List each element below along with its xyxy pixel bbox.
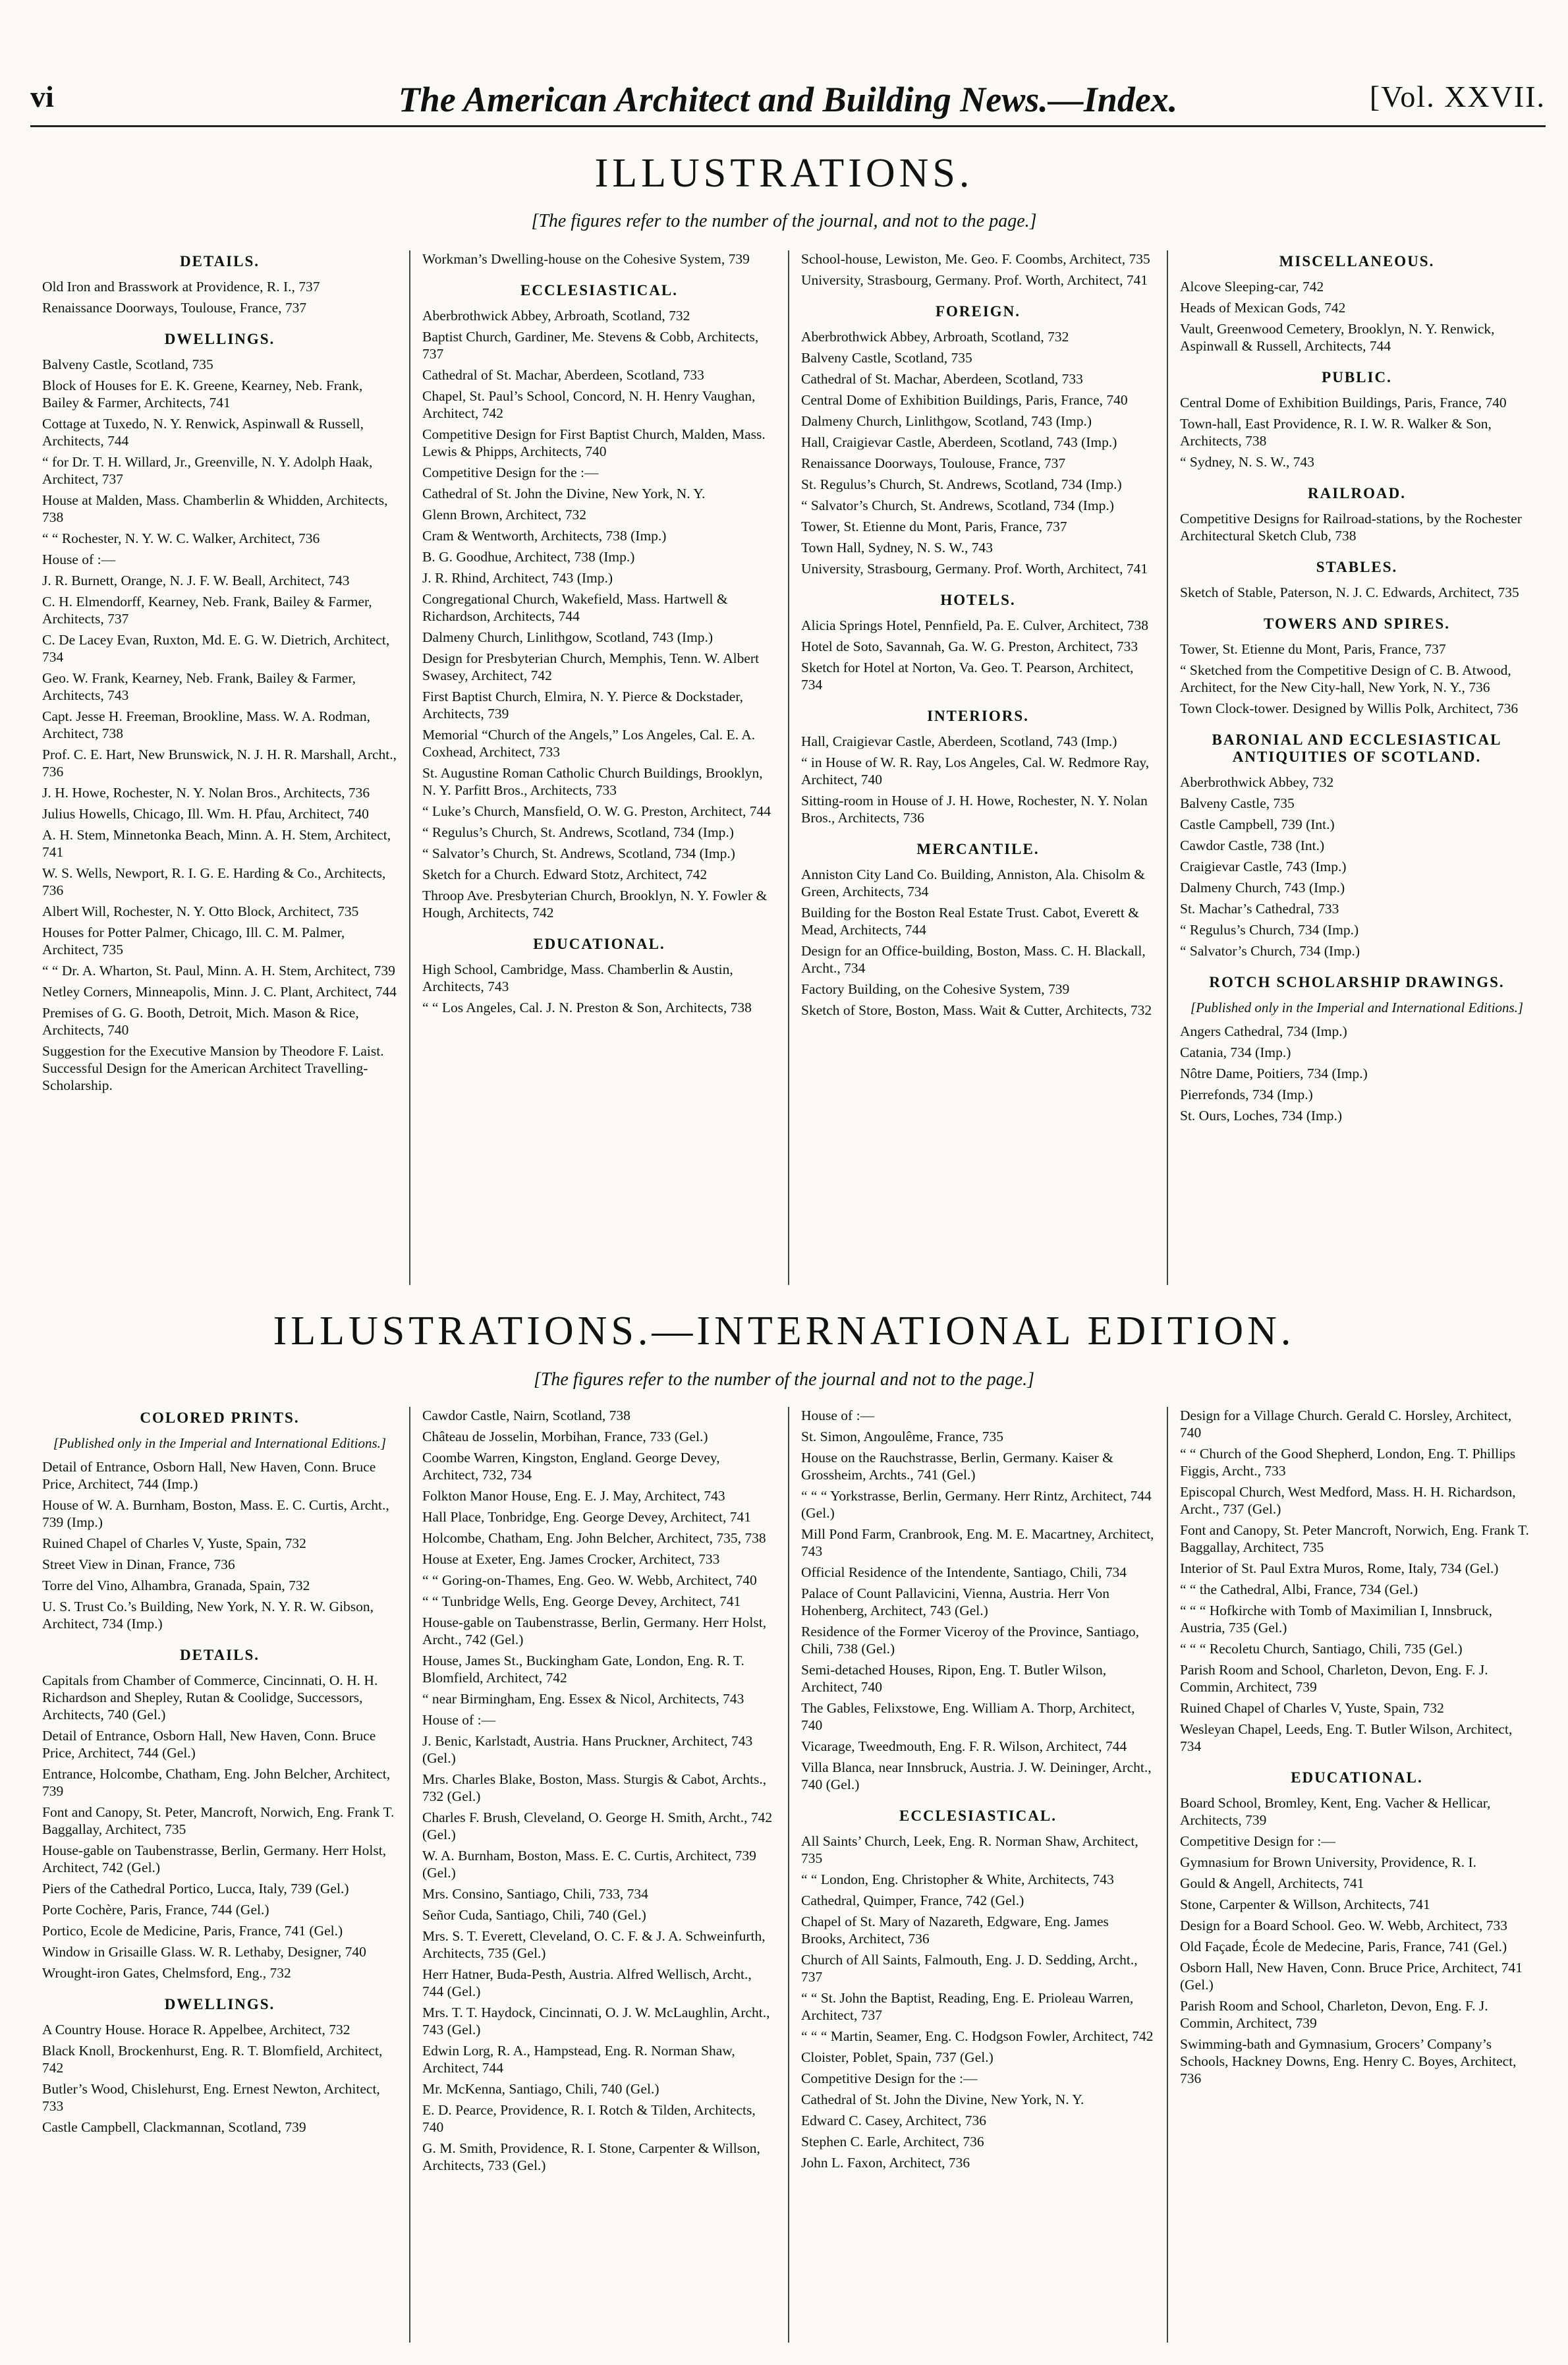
index-column <box>30 1407 409 2343</box>
index-entry: University, Strasbourg, Germany. Prof. Worth, Architect, 741 <box>801 272 1148 288</box>
index-entry: Edwin Lorg, R. A., Hampstead, Eng. R. Norman Shaw, Architect, 744 <box>422 2043 735 2076</box>
index-entry: Villa Blanca, near Innsbruck, Austria. J. W. Deininger, Archt., 740 (Gel.) <box>801 1759 1152 1792</box>
index-entry: “ near Birmingham, Eng. Essex & Nicol, Architects, 743 <box>422 1691 744 1707</box>
index-entry: Church of All Saints, Falmouth, Eng. J. D. Sedding, Archt., 737 <box>801 1952 1138 1985</box>
index-entry: Old Iron and Brasswork at Providence, R. I., 737 <box>42 279 320 295</box>
index-entry: Factory Building, on the Cohesive System, 739 <box>801 981 1070 997</box>
index-entry: Cathedral of St. Machar, Aberdeen, Scotland, 733 <box>422 367 704 383</box>
index-entry: Palace of Count Pallavicini, Vienna, Austria. Herr Von Hohenberg, Architect, 743 (Gel.) <box>801 1585 1110 1618</box>
index-entry: Cram & Wentworth, Architects, 738 (Imp.) <box>422 528 667 544</box>
volume-number: [Vol. XXVII. <box>1369 80 1546 113</box>
index-entry: Competitive Design for :— <box>1180 1833 1335 1849</box>
category-heading: HOTELS. <box>940 592 1016 608</box>
index-entry: Dalmeny Church, Linlithgow, Scotland, 743 (Imp.) <box>422 629 714 645</box>
index-entry: Font and Canopy, St. Peter Mancroft, Norwich, Eng. Frank T. Baggallay, Architect, 735 <box>1180 1522 1529 1555</box>
index-entry: W. S. Wells, Newport, R. I. G. E. Harding & Co., Architects, 736 <box>42 865 386 898</box>
category-heading: INTERIORS. <box>927 708 1029 724</box>
index-entry: Sketch for a Church. Edward Stotz, Architect, 742 <box>422 867 708 882</box>
index-entry: Suggestion for the Executive Mansion by Theodore F. Laist. Successful Design for the American Architect Travelling-Scholarship. <box>42 1043 384 1093</box>
index-entry: Sketch for Hotel at Norton, Va. Geo. T. Pearson, Architect, 734 <box>801 660 1134 693</box>
index-entry: Piers of the Cathedral Portico, Lucca, Italy, 739 (Gel.) <box>42 1881 349 1896</box>
index-entry: Building for the Boston Real Estate Trust. Cabot, Everett & Mead, Architects, 744 <box>801 905 1139 938</box>
index-entry: C. H. Elmendorff, Kearney, Neb. Frank, Bailey & Farmer, Architects, 737 <box>42 594 372 627</box>
index-entry: Tower, St. Etienne du Mont, Paris, France, 737 <box>801 519 1067 534</box>
index-entry: Mrs. Consino, Santiago, Chili, 733, 734 <box>422 1886 648 1902</box>
index-entry: Cottage at Tuxedo, N. Y. Renwick, Aspinwall & Russell, Architects, 744 <box>42 416 364 449</box>
index-entry: Aberbrothwick Abbey, Arbroath, Scotland, 732 <box>422 308 690 324</box>
category-heading: MERCANTILE. <box>916 841 1040 857</box>
international-columns <box>30 1407 1546 2343</box>
index-entry: House of W. A. Burnham, Boston, Mass. E. C. Curtis, Archt., 739 (Imp.) <box>42 1497 389 1530</box>
category-heading: ECCLESIASTICAL. <box>520 282 678 299</box>
index-entry: Portico, Ecole de Medicine, Paris, France, 741 (Gel.) <box>42 1923 343 1939</box>
index-entry: Window in Grisaille Glass. W. R. Lethaby, Designer, 740 <box>42 1944 366 1960</box>
index-entry: Pierrefonds, 734 (Imp.) <box>1180 1087 1313 1102</box>
section-title-illustrations: ILLUSTRATIONS. <box>594 151 974 196</box>
index-entry: Design for a Board School. Geo. W. Webb, Architect, 733 <box>1180 1918 1508 1933</box>
index-entry: University, Strasbourg, Germany. Prof. Worth, Architect, 741 <box>801 561 1148 577</box>
index-entry: Central Dome of Exhibition Buildings, Paris, France, 740 <box>1180 395 1507 411</box>
index-entry: Parish Room and School, Charleton, Devon, Eng. F. J. Commin, Architect, 739 <box>1180 1662 1488 1695</box>
index-entry: Prof. C. E. Hart, New Brunswick, N. J. H. R. Marshall, Archt., 736 <box>42 747 397 780</box>
index-entry: Ruined Chapel of Charles V, Yuste, Spain, 732 <box>1180 1700 1444 1716</box>
index-entry: Balveny Castle, Scotland, 735 <box>42 356 213 372</box>
index-entry: U. S. Trust Co.’s Building, New York, N. Y. R. W. Gibson, Architect, 734 (Imp.) <box>42 1599 374 1632</box>
category-heading: BARONIAL AND ECCLESIASTICAL ANTIQUITIES OF SCOTLAND. <box>1212 731 1502 765</box>
index-entry: Episcopal Church, West Medford, Mass. H. H. Richardson, Archt., 737 (Gel.) <box>1180 1484 1516 1517</box>
illustrations-columns <box>30 250 1546 1285</box>
index-entry: Hall, Craigievar Castle, Aberdeen, Scotland, 743 (Imp.) <box>801 434 1117 450</box>
index-entry: First Baptist Church, Elmira, N. Y. Pierce & Dockstader, Architects, 739 <box>422 689 743 722</box>
index-entry: House-gable on Taubenstrasse, Berlin, Germany. Herr Holst, Architect, 742 (Gel.) <box>42 1842 387 1875</box>
index-entry: Sketch of Stable, Paterson, N. J. C. Edwards, Architect, 735 <box>1180 584 1519 600</box>
index-entry: Congregational Church, Wakefield, Mass. Hartwell & Richardson, Architects, 744 <box>422 591 728 624</box>
index-entry: “ “ “ Recoletu Church, Santiago, Chili, 735 (Gel.) <box>1180 1641 1463 1657</box>
index-entry: Gould & Angell, Architects, 741 <box>1180 1875 1364 1891</box>
index-entry: Wrought-iron Gates, Chelmsford, Eng., 732 <box>42 1965 291 1981</box>
index-entry: “ “ Tunbridge Wells, Eng. George Devey, Architect, 741 <box>422 1593 741 1609</box>
index-entry: Osborn Hall, New Haven, Conn. Bruce Price, Architect, 741 (Gel.) <box>1180 1960 1523 1993</box>
index-entry: “ Salvator’s Church, St. Andrews, Scotland, 734 (Imp.) <box>422 845 735 861</box>
index-entry: House on the Rauchstrasse, Berlin, Germany. Kaiser & Grossheim, Archts., 741 (Gel.) <box>801 1450 1113 1483</box>
index-entry: St. Augustine Roman Catholic Church Buildings, Brooklyn, N. Y. Parfitt Bros., Architects, 733 <box>422 765 763 798</box>
index-entry: House of :— <box>422 1712 496 1728</box>
index-entry: Edward C. Casey, Architect, 736 <box>801 2113 987 2128</box>
index-entry: Glenn Brown, Architect, 732 <box>422 507 586 523</box>
index-entry: “ Regulus’s Church, 734 (Imp.) <box>1180 922 1359 938</box>
index-column <box>409 250 788 1285</box>
index-entry: “ Sydney, N. S. W., 743 <box>1180 454 1315 470</box>
index-entry: Tower, St. Etienne du Mont, Paris, France, 737 <box>1180 641 1446 657</box>
index-entry: Wesleyan Chapel, Leeds, Eng. T. Butler Wilson, Architect, 734 <box>1180 1721 1513 1754</box>
index-entry: J. H. Howe, Rochester, N. Y. Nolan Bros., Architects, 736 <box>42 785 370 801</box>
index-entry: Font and Canopy, St. Peter, Mancroft, Norwich, Eng. Frank T. Baggallay, Architect, 735 <box>42 1804 395 1837</box>
index-column <box>409 1407 788 2343</box>
index-entry: House, James St., Buckingham Gate, London, Eng. R. T. Blomfield, Architect, 742 <box>422 1653 744 1686</box>
index-entry: Sketch of Store, Boston, Mass. Wait & Cutter, Architects, 732 <box>801 1002 1152 1018</box>
index-entry: Semi-detached Houses, Ripon, Eng. T. Butler Wilson, Architect, 740 <box>801 1662 1107 1695</box>
index-entry: Albert Will, Rochester, N. Y. Otto Block, Architect, 735 <box>42 903 359 919</box>
index-entry: E. D. Pearce, Providence, R. I. Rotch & Tilden, Architects, 740 <box>422 2102 756 2135</box>
index-entry: Town Clock-tower. Designed by Willis Polk, Architect, 736 <box>1180 700 1519 716</box>
index-entry: Cathedral, Quimper, France, 742 (Gel.) <box>801 1893 1024 1908</box>
index-entry: Renaissance Doorways, Toulouse, France, 737 <box>42 300 307 316</box>
index-entry: “ “ Rochester, N. Y. W. C. Walker, Architect, 736 <box>42 530 320 546</box>
index-entry: Block of Houses for E. K. Greene, Kearney, Neb. Frank, Bailey & Farmer, Architects, 741 <box>42 378 363 411</box>
index-entry: Design for a Village Church. Gerald C. Horsley, Architect, 740 <box>1180 1408 1512 1440</box>
index-entry: All Saints’ Church, Leek, Eng. R. Norman Shaw, Architect, 735 <box>801 1833 1138 1866</box>
index-entry: G. M. Smith, Providence, R. I. Stone, Carpenter & Willson, Architects, 733 (Gel.) <box>422 2140 760 2173</box>
index-entry: Chapel of St. Mary of Nazareth, Edgware, Eng. James Brooks, Architect, 736 <box>801 1914 1109 1947</box>
index-entry: “ “ Los Angeles, Cal. J. N. Preston & Son, Architects, 738 <box>422 1000 752 1015</box>
index-entry: “ Sketched from the Competitive Design of C. B. Atwood, Architect, for the New City-hall, New York, N. Y., 736 <box>1180 662 1511 695</box>
index-entry: Alcove Sleeping-car, 742 <box>1180 279 1324 295</box>
category-heading: DWELLINGS. <box>164 331 275 347</box>
index-entry: Julius Howells, Chicago, Ill. Wm. H. Pfau, Architect, 740 <box>42 806 369 822</box>
index-entry: Señor Cuda, Santiago, Chili, 740 (Gel.) <box>422 1907 646 1923</box>
index-entry: J. R. Rhind, Architect, 743 (Imp.) <box>422 570 613 586</box>
section-note-international: [The figures refer to the number of the journal and not to the page.] <box>533 1369 1035 1390</box>
index-entry: Black Knoll, Brockenhurst, Eng. R. T. Blomfield, Architect, 742 <box>42 2043 383 2076</box>
index-entry: House of :— <box>801 1408 875 1423</box>
index-entry: A Country House. Horace R. Appelbee, Architect, 732 <box>42 2022 350 2037</box>
index-entry: “ for Dr. T. H. Willard, Jr., Greenville, N. Y. Adolph Haak, Architect, 737 <box>42 454 373 487</box>
index-entry: J. Benic, Karlstadt, Austria. Hans Pruckner, Architect, 743 (Gel.) <box>422 1733 753 1766</box>
index-column <box>788 250 1167 1285</box>
index-entry: Hall Place, Tonbridge, Eng. George Devey, Architect, 741 <box>422 1509 752 1525</box>
index-entry: Aberbrothwick Abbey, 732 <box>1180 774 1334 790</box>
index-entry: Holcombe, Chatham, Eng. John Belcher, Architect, 735, 738 <box>422 1530 766 1546</box>
category-heading: TOWERS AND SPIRES. <box>1264 615 1450 632</box>
index-entry: Memorial “Church of the Angels,” Los Angeles, Cal. E. A. Coxhead, Architect, 733 <box>422 727 756 760</box>
index-column <box>788 1407 1167 2343</box>
index-entry: Town-hall, East Providence, R. I. W. R. Walker & Son, Architects, 738 <box>1180 416 1492 449</box>
index-entry: Mrs. S. T. Everett, Cleveland, O. C. F. & J. A. Schweinfurth, Architects, 735 (Gel.) <box>422 1928 766 1961</box>
index-entry: Competitive Design for the :— <box>801 2070 978 2086</box>
category-heading: MISCELLANEOUS. <box>1279 253 1435 270</box>
index-entry: Baptist Church, Gardiner, Me. Stevens & Cobb, Architects, 737 <box>422 329 759 362</box>
index-entry: Workman’s Dwelling-house on the Cohesive System, 739 <box>422 251 750 267</box>
index-entry: “ Salvator’s Church, 734 (Imp.) <box>1180 943 1360 959</box>
index-entry: Castle Campbell, Clackmannan, Scotland, 739 <box>42 2119 306 2135</box>
index-entry: House-gable on Taubenstrasse, Berlin, Germany. Herr Holst, Archt., 742 (Gel.) <box>422 1614 767 1647</box>
category-heading: DWELLINGS. <box>164 1996 275 2012</box>
index-entry: Vicarage, Tweedmouth, Eng. F. R. Wilson, Architect, 744 <box>801 1738 1127 1754</box>
index-entry: Catania, 734 (Imp.) <box>1180 1044 1291 1060</box>
index-entry: Stone, Carpenter & Willson, Architects, 741 <box>1180 1896 1430 1912</box>
category-heading: STABLES. <box>1316 559 1398 575</box>
index-entry: House of :— <box>42 552 116 567</box>
index-entry: The Gables, Felixstowe, Eng. William A. Thorp, Architect, 740 <box>801 1700 1135 1733</box>
category-note: [Published only in the Imperial and International Editions.] <box>1190 1000 1524 1015</box>
index-entry: Entrance, Holcombe, Chatham, Eng. John Belcher, Architect, 739 <box>42 1766 391 1799</box>
index-entry: St. Ours, Loches, 734 (Imp.) <box>1180 1108 1343 1124</box>
page-number: vi <box>30 80 54 113</box>
index-entry: “ “ “ Yorkstrasse, Berlin, Germany. Herr Rintz, Architect, 744 (Gel.) <box>801 1488 1152 1521</box>
index-entry: “ “ St. John the Baptist, Reading, Eng. E. Prioleau Warren, Architect, 737 <box>801 1990 1134 2023</box>
index-entry: St. Regulus’s Church, St. Andrews, Scotland, 734 (Imp.) <box>801 476 1122 492</box>
index-entry: Central Dome of Exhibition Buildings, Paris, France, 740 <box>801 392 1128 408</box>
index-entry: Mr. McKenna, Santiago, Chili, 740 (Gel.) <box>422 2081 659 2097</box>
category-heading: ECCLESIASTICAL. <box>899 1808 1057 1824</box>
index-entry: Porte Cochère, Paris, France, 744 (Gel.) <box>42 1902 269 1918</box>
index-entry: Alicia Springs Hotel, Pennfield, Pa. E. Culver, Architect, 738 <box>801 617 1148 633</box>
index-entry: Nôtre Dame, Poitiers, 734 (Imp.) <box>1180 1066 1368 1081</box>
index-entry: Geo. W. Frank, Kearney, Neb. Frank, Bailey & Farmer, Architects, 743 <box>42 670 356 703</box>
index-entry: W. A. Burnham, Boston, Mass. E. C. Curtis, Architect, 739 (Gel.) <box>422 1848 756 1881</box>
index-column <box>1167 1407 1546 2343</box>
index-column <box>1167 250 1546 1285</box>
section-title-international: ILLUSTRATIONS.—INTERNATIONAL EDITION. <box>273 1309 1295 1353</box>
index-entry: Capt. Jesse H. Freeman, Brookline, Mass. W. A. Rodman, Architect, 738 <box>42 708 371 741</box>
index-entry: Residence of the Former Viceroy of the Province, Santiago, Chili, 738 (Gel.) <box>801 1624 1139 1657</box>
index-entry: “ Regulus’s Church, St. Andrews, Scotland, 734 (Imp.) <box>422 824 734 840</box>
index-entry: Netley Corners, Minneapolis, Minn. J. C. Plant, Architect, 744 <box>42 984 397 1000</box>
index-entry: Charles F. Brush, Cleveland, O. George H. Smith, Archt., 742 (Gel.) <box>422 1809 773 1842</box>
index-entry: Design for an Office-building, Boston, Mass. C. H. Blackall, Archt., 734 <box>801 943 1146 976</box>
index-entry: B. G. Goodhue, Architect, 738 (Imp.) <box>422 549 635 565</box>
category-heading: ROTCH SCHOLARSHIP DRAWINGS. <box>1209 974 1505 990</box>
index-entry: Balveny Castle, Scotland, 735 <box>801 350 972 366</box>
index-entry: St. Simon, Angoulême, France, 735 <box>801 1429 1003 1444</box>
index-entry: Mrs. Charles Blake, Boston, Mass. Sturgis & Cabot, Archts., 732 (Gel.) <box>422 1771 767 1804</box>
section-note-illustrations: [The figures refer to the number of the journal, and not to the page.] <box>531 211 1037 231</box>
index-entry: Hotel de Soto, Savannah, Ga. W. G. Preston, Architect, 733 <box>801 639 1138 654</box>
index-entry: Old Façade, École de Medecine, Paris, France, 741 (Gel.) <box>1180 1939 1507 1954</box>
index-entry: Dalmeny Church, 743 (Imp.) <box>1180 880 1345 896</box>
index-entry: Butler’s Wood, Chislehurst, Eng. Ernest Newton, Architect, 733 <box>42 2081 380 2114</box>
index-entry: “ “ the Cathedral, Albi, France, 734 (Gel.) <box>1180 1581 1418 1597</box>
index-entry: Competitive Designs for Railroad-stations, by the Rochester Architectural Sketch Club, 738 <box>1180 511 1522 544</box>
index-entry: Town Hall, Sydney, N. S. W., 743 <box>801 540 993 556</box>
category-heading: COLORED PRINTS. <box>140 1410 300 1426</box>
index-entry: John L. Faxon, Architect, 736 <box>801 2155 970 2171</box>
index-entry: Detail of Entrance, Osborn Hall, New Haven, Conn. Bruce Price, Architect, 744 (Imp.) <box>42 1459 376 1492</box>
category-heading: DETAILS. <box>179 1647 260 1663</box>
index-entry: Street View in Dinan, France, 736 <box>42 1556 235 1572</box>
index-entry: J. R. Burnett, Orange, N. J. F. W. Beall, Architect, 743 <box>42 573 350 588</box>
index-entry: “ Salvator’s Church, St. Andrews, Scotland, 734 (Imp.) <box>801 498 1114 513</box>
index-entry: Parish Room and School, Charleton, Devon, Eng. F. J. Commin, Architect, 739 <box>1180 1998 1488 2031</box>
index-entry: “ “ London, Eng. Christopher & White, Architects, 743 <box>801 1871 1114 1887</box>
index-entry: Detail of Entrance, Osborn Hall, New Haven, Conn. Bruce Price, Architect, 744 (Gel.) <box>42 1728 376 1761</box>
index-entry: Houses for Potter Palmer, Chicago, Ill. C. M. Palmer, Architect, 735 <box>42 925 345 957</box>
index-entry: A. H. Stem, Minnetonka Beach, Minn. A. H. Stem, Architect, 741 <box>42 827 391 860</box>
index-entry: Heads of Mexican Gods, 742 <box>1180 300 1346 316</box>
index-entry: Design for Presbyterian Church, Memphis, Tenn. W. Albert Swasey, Architect, 742 <box>422 650 760 683</box>
index-entry: Torre del Vino, Alhambra, Granada, Spain, 732 <box>42 1578 310 1593</box>
category-heading: FOREIGN. <box>935 303 1021 320</box>
index-entry: Mrs. T. T. Haydock, Cincinnati, O. J. W. McLaughlin, Archt., 743 (Gel.) <box>422 2005 770 2037</box>
index-entry: Swimming-bath and Gymnasium, Grocers’ Company’s Schools, Hackney Downs, Eng. Henry C. Boyes, Architect, 736 <box>1180 2036 1517 2086</box>
index-entry: House at Malden, Mass. Chamberlin & Whidden, Architects, 738 <box>42 492 388 525</box>
index-entry: Château de Josselin, Morbihan, France, 733 (Gel.) <box>422 1429 708 1444</box>
index-entry: “ “ Goring-on-Thames, Eng. Geo. W. Webb, Architect, 740 <box>422 1572 757 1588</box>
index-entry: Cathedral of St. Machar, Aberdeen, Scotland, 733 <box>801 371 1083 387</box>
index-entry: “ “ Church of the Good Shepherd, London, Eng. T. Phillips Figgis, Archt., 733 <box>1180 1446 1516 1479</box>
index-entry: Hall, Craigievar Castle, Aberdeen, Scotland, 743 (Imp.) <box>801 733 1117 749</box>
index-entry: School-house, Lewiston, Me. Geo. F. Coombs, Architect, 735 <box>801 251 1150 267</box>
index-entry: Gymnasium for Brown University, Providence, R. I. <box>1180 1854 1477 1870</box>
index-entry: Chapel, St. Paul’s School, Concord, N. H. Henry Vaughan, Architect, 742 <box>422 388 756 421</box>
index-entry: Balveny Castle, 735 <box>1180 795 1295 811</box>
category-heading: EDUCATIONAL. <box>1291 1769 1423 1786</box>
index-entry: Cawdor Castle, 738 (Int.) <box>1180 838 1325 853</box>
index-entry: Capitals from Chamber of Commerce, Cincinnati, O. H. H. Richardson and Shepley, Rutan & Coolidge, Successors, Architects, 740 (Gel.) <box>42 1672 378 1723</box>
journal-title: The American Architect and Building News.—Index. <box>398 80 1178 119</box>
category-heading: RAILROAD. <box>1308 485 1406 501</box>
index-entry: Anniston City Land Co. Building, Anniston, Ala. Chisolm & Green, Architects, 734 <box>801 867 1146 899</box>
index-entry: “ Luke’s Church, Mansfield, O. W. G. Preston, Architect, 744 <box>422 803 771 819</box>
index-entry: Cawdor Castle, Nairn, Scotland, 738 <box>422 1408 630 1423</box>
index-entry: “ “ “ Hofkirche with Tomb of Maximilian I, Innsbruck, Austria, 735 (Gel.) <box>1180 1603 1492 1636</box>
category-heading: DETAILS. <box>179 253 260 270</box>
index-entry: Stephen C. Earle, Architect, 736 <box>801 2134 984 2150</box>
index-entry: Coombe Warren, Kingston, England. George Devey, Architect, 732, 734 <box>422 1450 720 1483</box>
index-entry: Competitive Design for First Baptist Church, Malden, Mass. Lewis & Phipps, Architects, 740 <box>422 426 766 459</box>
index-entry: Angers Cathedral, 734 (Imp.) <box>1180 1023 1347 1039</box>
category-heading: EDUCATIONAL. <box>533 936 665 952</box>
index-entry: Board School, Bromley, Kent, Eng. Vacher & Hellicar, Architects, 739 <box>1180 1795 1491 1828</box>
index-entry: “ in House of W. R. Ray, Los Angeles, Cal. W. Redmore Ray, Architect, 740 <box>801 755 1150 787</box>
index-entry: Interior of St. Paul Extra Muros, Rome, Italy, 734 (Gel.) <box>1180 1560 1499 1576</box>
index-entry: Cathedral of St. John the Divine, New York, N. Y. <box>422 486 706 501</box>
index-entry: St. Machar’s Cathedral, 733 <box>1180 901 1339 917</box>
index-entry: Ruined Chapel of Charles V, Yuste, Spain, 732 <box>42 1535 306 1551</box>
index-entry: Throop Ave. Presbyterian Church, Brooklyn, N. Y. Fowler & Hough, Architects, 742 <box>422 888 768 921</box>
index-entry: Renaissance Doorways, Toulouse, France, 737 <box>801 455 1066 471</box>
index-entry: House at Exeter, Eng. James Crocker, Architect, 733 <box>422 1551 720 1567</box>
index-entry: Craigievar Castle, 743 (Imp.) <box>1180 859 1347 874</box>
index-entry: Competitive Design for the :— <box>422 465 599 480</box>
index-entry: Cathedral of St. John the Divine, New York, N. Y. <box>801 2092 1084 2107</box>
category-note: [Published only in the Imperial and International Editions.] <box>53 1435 387 1451</box>
index-entry: Vault, Greenwood Cemetery, Brooklyn, N. Y. Renwick, Aspinwall & Russell, Architects, 744 <box>1180 321 1495 354</box>
index-entry: Dalmeny Church, Linlithgow, Scotland, 743 (Imp.) <box>801 413 1092 429</box>
index-entry: Cloister, Poblet, Spain, 737 (Gel.) <box>801 2049 994 2065</box>
index-entry: Premises of G. G. Booth, Detroit, Mich. Mason & Rice, Architects, 740 <box>42 1005 359 1038</box>
index-entry: Aberbrothwick Abbey, Arbroath, Scotland, 732 <box>801 329 1069 345</box>
running-head <box>30 79 1546 127</box>
index-entry: Castle Campbell, 739 (Int.) <box>1180 816 1335 832</box>
index-entry: “ “ “ Martin, Seamer, Eng. C. Hodgson Fowler, Architect, 742 <box>801 2028 1154 2044</box>
index-entry: Herr Hatner, Buda-Pesth, Austria. Alfred Wellisch, Archt., 744 (Gel.) <box>422 1966 752 1999</box>
index-entry: C. De Lacey Evan, Ruxton, Md. E. G. W. Dietrich, Architect, 734 <box>42 632 390 665</box>
index-entry: “ “ Dr. A. Wharton, St. Paul, Minn. A. H. Stem, Architect, 739 <box>42 963 395 979</box>
category-heading: PUBLIC. <box>1322 369 1392 385</box>
index-entry: Sitting-room in House of J. H. Howe, Rochester, N. Y. Nolan Bros., Architects, 736 <box>801 793 1148 826</box>
index-entry: Official Residence of the Intendente, Santiago, Chili, 734 <box>801 1564 1127 1580</box>
index-entry: High School, Cambridge, Mass. Chamberlin & Austin, Architects, 743 <box>422 961 733 994</box>
index-entry: Mill Pond Farm, Cranbrook, Eng. M. E. Macartney, Architect, 743 <box>801 1526 1154 1559</box>
index-entry: Folkton Manor House, Eng. E. J. May, Architect, 743 <box>422 1488 725 1504</box>
index-column <box>30 250 409 1285</box>
